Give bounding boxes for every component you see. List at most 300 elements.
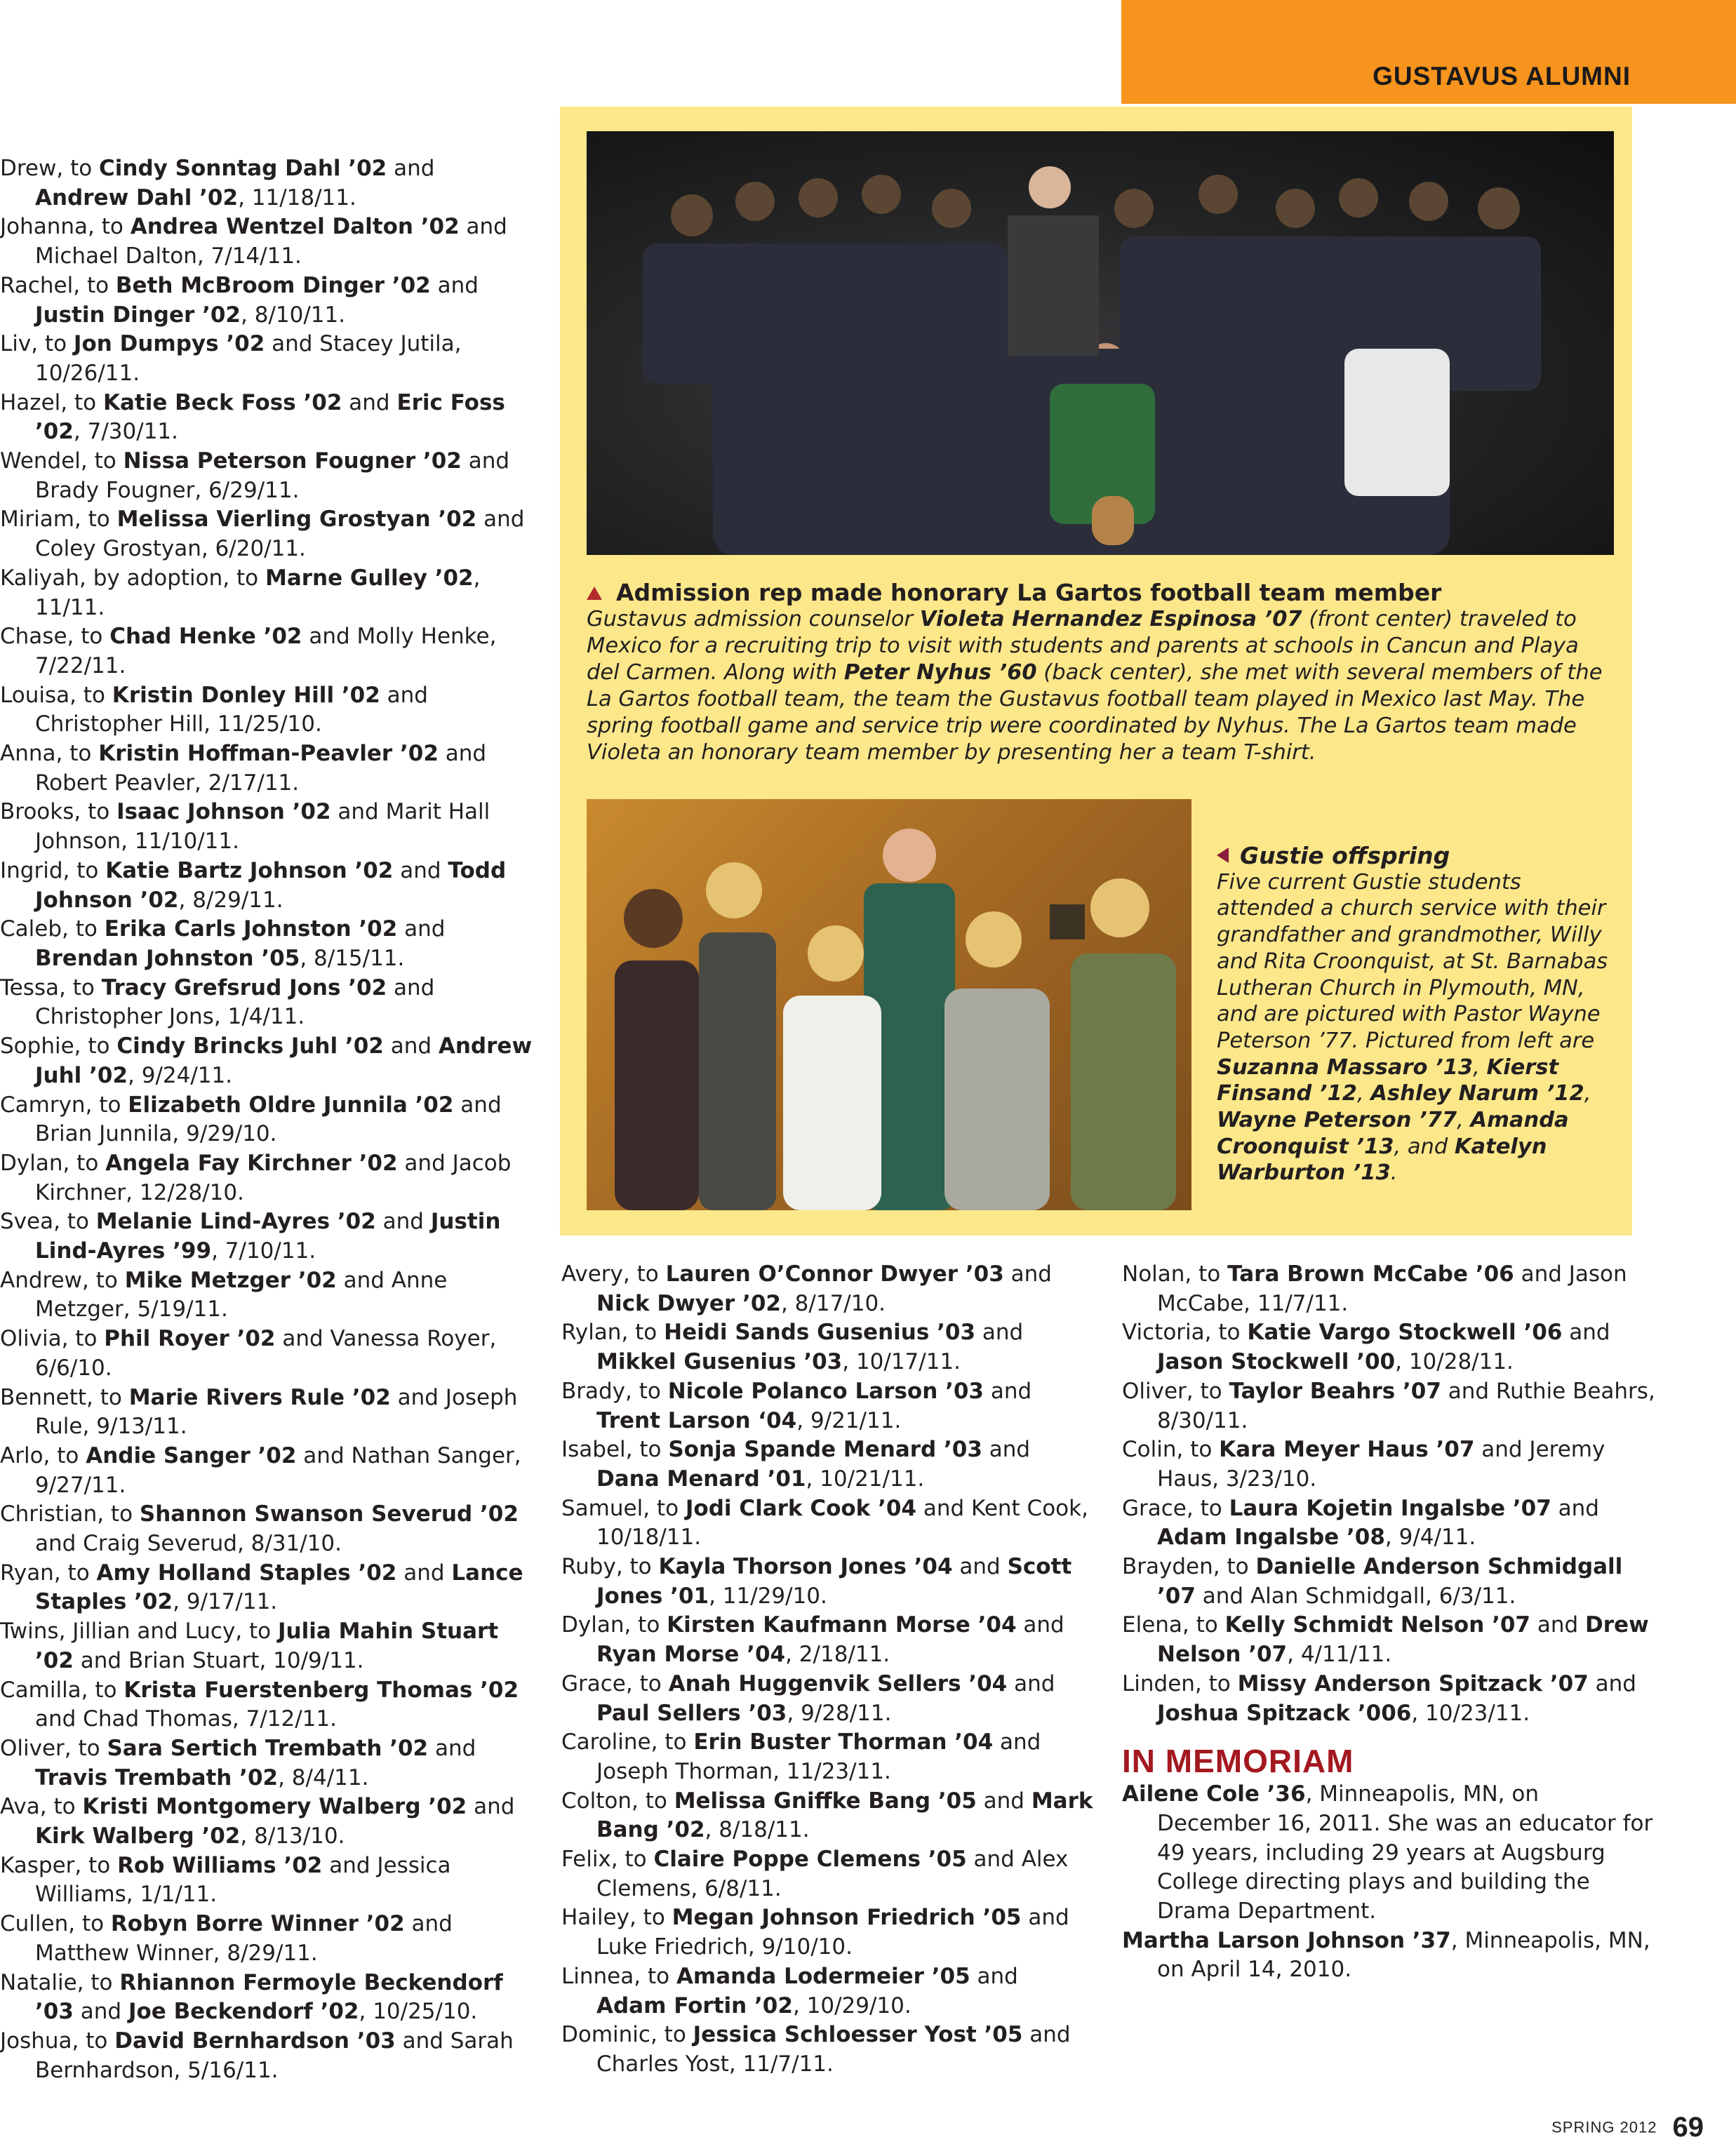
text-run: , 10/28/11. <box>1395 1349 1514 1375</box>
bold-name: Trent Larson ‘04 <box>596 1407 797 1433</box>
text-run: Grace, to <box>561 1670 669 1696</box>
text-run: Caroline, to <box>561 1729 694 1755</box>
text-run: , 2/18/11. <box>785 1642 890 1668</box>
text-run: , 9/17/11. <box>173 1589 278 1615</box>
text-run: and <box>467 1794 515 1820</box>
offspring-photo-caption <box>1217 843 1614 1186</box>
bold-name: Kristin Hoffman-Peavler ’02 <box>98 741 439 767</box>
text-run: Joshua, to <box>0 2028 115 2054</box>
text-run: and Matthew Winner, 8/29/11. <box>35 1911 453 1966</box>
issue-season: SPRING 2012 <box>1551 2118 1657 2136</box>
bold-name: Cindy Sonntag Dahl ’02 <box>99 156 387 181</box>
bold-name: Marie Rivers Rule ’02 <box>128 1384 391 1410</box>
text-run: and Robert Peavler, 2/17/11. <box>35 741 487 796</box>
birth-announcement <box>561 1377 1095 1435</box>
text-run: and <box>1530 1612 1586 1638</box>
birth-announcement <box>1122 1670 1655 1728</box>
bold-name: Adam Fortin ’02 <box>596 1993 793 2018</box>
text-run: Elena, to <box>1122 1612 1225 1638</box>
birth-announcement <box>0 857 533 915</box>
offspring-caption-title: Gustie offspring <box>1217 843 1614 869</box>
family-group-illustration <box>587 799 1191 1210</box>
bold-name: Katie Vargo Stockwell ’06 <box>1247 1320 1563 1346</box>
text-run: , 7/10/11. <box>211 1238 316 1264</box>
bold-name: Brendan Johnston ’05 <box>35 945 300 971</box>
birth-announcement <box>0 915 533 973</box>
text-run: Olivia, to <box>0 1326 105 1352</box>
text-run: Hailey, to <box>561 1905 672 1931</box>
text-run: Nolan, to <box>1122 1261 1228 1287</box>
bold-name: Tara Brown McCabe ’06 <box>1227 1261 1514 1287</box>
text-run: , <box>1473 1054 1487 1080</box>
bold-name: Cindy Brincks Juhl ’02 <box>116 1033 384 1059</box>
text-run: Caleb, to <box>0 916 105 942</box>
text-run: and Chad Thomas, 7/12/11. <box>35 1706 337 1732</box>
bold-name: Kelly Schmidt Nelson ’07 <box>1224 1612 1530 1638</box>
text-run: and <box>1016 1612 1064 1638</box>
text-run: Kaliyah, by adoption, to <box>0 565 265 591</box>
text-run: , <box>1356 1081 1371 1106</box>
bold-name: Travis Trembath ’02 <box>35 1765 279 1790</box>
text-run: and Craig Severud, 8/31/10. <box>35 1531 342 1557</box>
birth-announcement <box>0 447 533 505</box>
text-run: Rachel, to <box>0 272 116 298</box>
births-list-3 <box>1122 1260 1655 1728</box>
text-run: Linden, to <box>1122 1670 1238 1696</box>
birth-announcement <box>0 1910 533 1968</box>
text-run: Sophie, to <box>0 1033 117 1059</box>
text-run: Camryn, to <box>0 1092 128 1118</box>
birth-announcement <box>0 505 533 563</box>
birth-announcement <box>0 1969 533 2027</box>
bold-name: Kayla Thorson Jones ’04 <box>658 1554 953 1580</box>
text-run: , 9/28/11. <box>787 1700 892 1726</box>
birth-announcement <box>0 622 533 681</box>
bold-name: Amy Holland Staples ’02 <box>96 1560 397 1586</box>
birth-announcement <box>0 1617 533 1675</box>
text-run: , 8/29/11. <box>178 887 283 913</box>
text-run: Drew, to <box>0 156 100 181</box>
text-run: and <box>970 1963 1018 1989</box>
birth-announcement <box>561 1611 1095 1669</box>
text-run: Colton, to <box>561 1788 674 1814</box>
bold-name: Katie Beck Foss ’02 <box>102 389 342 415</box>
text-run: Ruby, to <box>561 1554 659 1580</box>
bold-name: Wayne Peterson ’77 <box>1217 1108 1457 1133</box>
bold-name: Suzanna Massaro ’13 <box>1217 1054 1474 1080</box>
bold-name: Adam Ingalsbe ’08 <box>1157 1525 1385 1551</box>
bold-name: Angela Fay Kirchner ’02 <box>105 1150 398 1176</box>
text-run: and <box>393 857 448 883</box>
bold-name: Missy Anderson Spitzack ’07 <box>1237 1670 1589 1696</box>
text-run: and Jeremy Haus, 3/23/10. <box>1157 1437 1605 1492</box>
page-footer <box>1551 2112 1704 2143</box>
text-run: and <box>1562 1320 1610 1346</box>
text-run: and Jason McCabe, 11/7/11. <box>1157 1261 1627 1316</box>
bold-name: Chad Henke ’02 <box>109 624 302 650</box>
bold-name: Violeta Hernandez Espinosa ’07 <box>919 607 1302 631</box>
bold-name: Sara Sertich Trembath ’02 <box>107 1735 429 1761</box>
births-column-2 <box>561 1260 1095 2080</box>
bold-name: Joe Beckendorf ’02 <box>128 1999 359 2025</box>
bold-name: Laura Kojetin Ingalsbe ’07 <box>1229 1495 1551 1521</box>
bold-name: Jessica Schloesser Yost ’05 <box>693 2022 1023 2048</box>
text-run: and Joseph Rule, 9/13/11. <box>35 1384 518 1440</box>
bold-name: Kierst Finsand ’12 <box>1217 1054 1559 1106</box>
page-number: 69 <box>1672 2112 1704 2143</box>
bold-name: Melissa Vierling Grostyan ’02 <box>116 507 477 533</box>
memoriam-heading: IN MEMORIAM <box>1122 1743 1354 1780</box>
text-run: Svea, to <box>0 1209 96 1235</box>
bold-name: Taylor Beahrs ’07 <box>1229 1378 1441 1404</box>
bold-name: Beth McBroom Dinger ’02 <box>115 272 431 298</box>
bold-name: Kirsten Kaufmann Morse ’04 <box>667 1612 1017 1638</box>
text-run: , <box>1457 1108 1471 1133</box>
text-run: and <box>397 916 446 942</box>
bold-name: Nick Dwyer ’02 <box>596 1290 781 1316</box>
bold-name: Nissa Peterson Fougner ’02 <box>123 448 462 474</box>
text-run: Liv, to <box>0 331 74 357</box>
bold-name: Erika Carls Johnston ’02 <box>104 916 398 942</box>
text-run: and Michael Dalton, 7/14/11. <box>35 214 507 269</box>
text-run: , 11/18/11. <box>238 185 356 210</box>
text-run: , 10/29/10. <box>792 1993 912 2018</box>
text-run: , 11/11. <box>35 565 481 620</box>
text-run: and <box>982 1437 1031 1463</box>
bold-name: Justin Dinger ’02 <box>35 302 241 328</box>
birth-announcement <box>0 564 533 622</box>
text-run: , 9/24/11. <box>128 1062 233 1088</box>
birth-announcement <box>0 1559 533 1617</box>
text-run: and Molly Henke, 7/22/11. <box>35 624 497 678</box>
birth-announcement <box>561 1318 1095 1377</box>
text-run: , 8/18/11. <box>705 1817 810 1843</box>
text-run: and <box>1003 1261 1052 1287</box>
text-run: , 8/10/11. <box>241 302 346 328</box>
text-run: (back center), she met with several members of the La Gartos football team, the team the Gustavus football team played in Mexico last May. The spring football game and service trip were coordinated by Nyhus. The La Gartos team made Violeta an honorary team member by presenting her a team T-shirt. <box>587 660 1603 765</box>
birth-announcement <box>0 1500 533 1558</box>
text-run: and <box>952 1554 1008 1580</box>
text-run: , Minneapolis, MN, on December 16, 2011. She was an educator for 49 years, including 29 years at Augsburg College directing plays and building the Drama Department. <box>1157 1781 1653 1924</box>
text-run: and <box>976 1788 1031 1814</box>
text-run: Twins, Jillian and Lucy, to <box>0 1619 278 1645</box>
bold-name: Paul Sellers ’03 <box>596 1700 787 1726</box>
text-run: Brooks, to <box>0 799 117 825</box>
birth-announcement <box>0 272 533 330</box>
text-run: Miriam, to <box>0 507 117 533</box>
text-run: and Jacob Kirchner, 12/28/10. <box>35 1150 512 1205</box>
bold-name: Andrew Dahl ’02 <box>35 185 239 210</box>
birth-announcement <box>0 1734 533 1793</box>
bold-name: Tracy Grefsrud Jons ’02 <box>101 975 387 1000</box>
birth-announcement <box>0 154 533 213</box>
text-run: and <box>430 272 479 298</box>
text-run: and Brian Stuart, 10/9/11. <box>73 1647 364 1673</box>
text-run: and <box>375 1209 431 1235</box>
text-run: , 8/13/10. <box>240 1823 345 1849</box>
text-run: , 9/4/11. <box>1384 1525 1476 1551</box>
birth-announcement <box>0 1149 533 1207</box>
births-column-3 <box>1122 1260 1655 1985</box>
text-run: and Marit Hall Johnson, 11/10/11. <box>35 799 490 855</box>
bold-name: Rhiannon Fermoyle Beckendorf ’03 <box>35 1969 503 2025</box>
text-run: , 10/21/11. <box>806 1466 925 1492</box>
gustie-offspring-photo <box>587 799 1191 1210</box>
text-run: and Anne Metzger, 5/19/11. <box>35 1267 448 1323</box>
bold-name: Julia Mahin Stuart ’02 <box>35 1619 499 1673</box>
birth-announcement <box>0 2027 533 2085</box>
text-run: Oliver, to <box>0 1735 107 1761</box>
text-run: and Kent Cook, 10/18/11. <box>596 1495 1088 1551</box>
text-run: and Christopher Hill, 11/25/10. <box>35 682 428 737</box>
text-run: , 8/15/11. <box>300 945 405 971</box>
birth-announcement <box>0 1266 533 1325</box>
bold-name: Katie Bartz Johnson ’02 <box>105 857 394 883</box>
text-run: Cullen, to <box>0 1911 111 1937</box>
bold-name: Melanie Lind-Ayres ’02 <box>95 1209 376 1235</box>
birth-announcement <box>561 1260 1095 1318</box>
text-run: Kasper, to <box>0 1852 118 1878</box>
bold-name: Marne Gulley ’02 <box>265 565 474 591</box>
birth-announcement <box>1122 1494 1655 1553</box>
text-run: and Joseph Thorman, 11/23/11. <box>596 1729 1041 1784</box>
text-run: and <box>383 1033 439 1059</box>
text-run: Tessa, to <box>0 975 102 1000</box>
text-run: Ingrid, to <box>0 857 106 883</box>
births-column-1 <box>0 154 533 2085</box>
text-run: Colin, to <box>1122 1437 1220 1463</box>
birth-announcement <box>561 2021 1095 2079</box>
text-run: Victoria, to <box>1122 1320 1248 1346</box>
birth-announcement <box>0 389 533 447</box>
bold-name: Jon Dumpys ’02 <box>73 331 265 357</box>
bold-name: Krista Fuerstenberg Thomas ’02 <box>123 1677 519 1703</box>
text-run: Christian, to <box>0 1501 140 1527</box>
bold-name: Heidi Sands Gusenius ’03 <box>664 1320 976 1346</box>
text-run: and <box>73 1999 128 2025</box>
birth-announcement <box>561 1728 1095 1786</box>
bold-name: Katelyn Warburton ’13 <box>1217 1134 1547 1186</box>
birth-announcement <box>561 1494 1095 1553</box>
text-run: and <box>984 1378 1032 1404</box>
bold-name: Jason Stockwell ’00 <box>1157 1349 1396 1375</box>
football-caption-title: Admission rep made honorary La Gartos football team member <box>587 580 1614 606</box>
bold-name: Ashley Narum ’12 <box>1370 1081 1584 1106</box>
text-run: Hazel, to <box>0 389 103 415</box>
text-run: Camilla, to <box>0 1677 124 1703</box>
bold-name: Ailene Cole ’36 <box>1122 1781 1306 1807</box>
bold-name: Peter Nyhus ’60 <box>843 660 1037 685</box>
bold-name: Kristi Montgomery Walberg ’02 <box>82 1794 467 1820</box>
text-run: Dominic, to <box>561 2022 693 2048</box>
text-run: , and <box>1394 1134 1455 1159</box>
text-run: Five current Gustie students attended a church service with their grandfather and grandmother, Willy and Rita Croonquist, at St. Barnabas Lutheran Church in Plymouth, MN, and are pictured with Pastor Wayne Peterson ’77. Pictured from left are <box>1217 869 1608 1053</box>
text-run: , 11/29/10. <box>709 1583 827 1609</box>
text-run: (front center) traveled to Mexico for a recruiting trip to visit with students and parents at schools in Cancun and Playa del Carmen. Along with <box>587 607 1579 685</box>
memoriam-list <box>1122 1780 1655 1985</box>
text-run: and <box>387 156 435 181</box>
text-run: , <box>1584 1081 1591 1106</box>
bold-name: Amanda Croonquist ’13 <box>1217 1108 1569 1159</box>
football-team-illustration <box>587 131 1614 555</box>
text-run: and Sarah Bernhardson, 5/16/11. <box>35 2028 514 2083</box>
birth-announcement <box>0 1676 533 1734</box>
bold-name: Drew Nelson ’07 <box>1157 1612 1649 1668</box>
text-run: and Brian Junnila, 9/29/10. <box>35 1092 502 1147</box>
text-run: , 8/17/10. <box>780 1290 886 1316</box>
text-run: and Christopher Jons, 1/4/11. <box>35 975 435 1030</box>
birth-announcement <box>1122 1435 1655 1494</box>
text-run: and Luke Friedrich, 9/10/10. <box>596 1905 1069 1960</box>
text-run: and <box>975 1320 1024 1346</box>
text-run: Louisa, to <box>0 682 112 708</box>
bold-name: Scott Jones ’01 <box>596 1554 1072 1609</box>
bold-name: Martha Larson Johnson ’37 <box>1122 1927 1451 1953</box>
birth-announcement <box>561 1845 1095 1903</box>
text-run: Gustavus admission counselor <box>587 607 920 631</box>
bold-name: Megan Johnson Friedrich ’05 <box>672 1905 1022 1931</box>
text-run: , 8/4/11. <box>278 1765 369 1790</box>
birth-announcement <box>0 739 533 798</box>
birth-announcement <box>0 681 533 739</box>
birth-announcement <box>0 330 533 388</box>
bold-name: Andrew Juhl ’02 <box>35 1033 533 1088</box>
bold-name: Andie Sanger ’02 <box>86 1442 297 1468</box>
birth-announcement <box>1122 1318 1655 1377</box>
birth-announcement <box>0 213 533 271</box>
birth-announcement <box>1122 1553 1655 1611</box>
birth-announcement <box>0 1032 533 1090</box>
text-run: and <box>1551 1495 1599 1521</box>
section-title: GUSTAVUS ALUMNI <box>1373 62 1631 91</box>
text-run: , 9/21/11. <box>796 1407 902 1433</box>
text-run: Linnea, to <box>561 1963 676 1989</box>
birth-announcement <box>1122 1377 1655 1435</box>
caption-up-arrow-icon <box>587 587 602 600</box>
bold-name: Isaac Johnson ’02 <box>116 799 331 825</box>
bold-name: Nicole Polanco Larson ’03 <box>667 1378 984 1404</box>
birth-announcement <box>0 1207 533 1266</box>
birth-announcement <box>0 974 533 1032</box>
bold-name: Elizabeth Oldre Junnila ’02 <box>128 1092 454 1118</box>
text-run: and Vanessa Royer, 6/6/10. <box>35 1326 497 1381</box>
bold-name: Lauren O’Connor Dwyer ’03 <box>665 1261 1004 1287</box>
bold-name: Shannon Swanson Severud ’02 <box>139 1501 519 1527</box>
bold-name: Justin Lind-Ayres ’99 <box>35 1209 501 1264</box>
text-run: Natalie, to <box>0 1969 120 1995</box>
text-run: Arlo, to <box>0 1442 86 1468</box>
text-run: and <box>428 1735 476 1761</box>
text-run: Wendel, to <box>0 448 123 474</box>
text-run: and Ruthie Beahrs, 8/30/11. <box>1157 1378 1655 1433</box>
memoriam-entry <box>1122 1927 1655 1985</box>
bold-name: Phil Royer ’02 <box>104 1326 276 1352</box>
text-run: , 10/17/11. <box>842 1349 961 1375</box>
text-run: Brady, to <box>561 1378 668 1404</box>
bold-name: Danielle Anderson Schmidgall ’07 <box>1157 1554 1623 1609</box>
text-run: Dylan, to <box>0 1150 106 1176</box>
bold-name: Kirk Walberg ’02 <box>35 1823 241 1849</box>
text-run: Felix, to <box>561 1847 654 1873</box>
text-run: . <box>1390 1160 1398 1186</box>
text-run: and Alan Schmidgall, 6/3/11. <box>1195 1583 1516 1609</box>
birth-announcement <box>0 1325 533 1383</box>
memoriam-entry <box>1122 1780 1655 1927</box>
bold-name: Andrea Wentzel Dalton ’02 <box>130 214 460 240</box>
birth-announcement <box>561 1962 1095 2021</box>
birth-announcement <box>0 1091 533 1149</box>
birth-announcement <box>0 1852 533 1910</box>
bold-name: David Bernhardson ’03 <box>114 2028 396 2054</box>
bold-name: Robyn Borre Winner ’02 <box>110 1911 405 1937</box>
text-run: and Brady Fougner, 6/29/11. <box>35 448 510 503</box>
birth-announcement <box>0 1442 533 1500</box>
text-run: Samuel, to <box>561 1495 686 1521</box>
bold-name: Anah Huggenvik Sellers ’04 <box>668 1670 1008 1696</box>
bold-name: Jodi Clark Cook ’04 <box>685 1495 916 1521</box>
text-run: , 10/25/10. <box>359 1999 478 2025</box>
bold-name: Melissa Gniffke Bang ’05 <box>674 1788 977 1814</box>
bold-name: Eric Foss ’02 <box>35 389 505 445</box>
text-run: , 10/23/11. <box>1411 1700 1530 1726</box>
text-run: Isabel, to <box>561 1437 669 1463</box>
birth-announcement <box>561 1435 1095 1494</box>
bold-name: Sonja Spande Menard ’03 <box>668 1437 982 1463</box>
text-run: Anna, to <box>0 741 99 767</box>
birth-announcement <box>1122 1260 1655 1318</box>
text-run: and Alex Clemens, 6/8/11. <box>596 1847 1069 1901</box>
bold-name: Joshua Spitzack ’006 <box>1157 1700 1412 1726</box>
text-run: Johanna, to <box>0 214 131 240</box>
text-run: Avery, to <box>561 1261 666 1287</box>
text-run: , Minneapolis, MN, on April 14, 2010. <box>1157 1927 1650 1983</box>
text-run: Rylan, to <box>561 1320 665 1346</box>
birth-announcement <box>0 1793 533 1851</box>
football-team-photo <box>587 131 1614 555</box>
text-run: , 4/11/11. <box>1287 1642 1392 1668</box>
text-run: Oliver, to <box>1122 1378 1229 1404</box>
text-run: and <box>1007 1670 1055 1696</box>
text-run: and Jessica Williams, 1/1/11. <box>35 1852 451 1908</box>
bold-name: Kristin Donley Hill ’02 <box>112 682 380 708</box>
section-header-tab <box>1121 0 1736 104</box>
text-run: and Coley Grostyan, 6/20/11. <box>35 507 525 562</box>
text-run: and Nathan Sanger, 9/27/11. <box>35 1442 521 1498</box>
birth-announcement <box>0 798 533 856</box>
text-run: , 7/30/11. <box>73 419 178 445</box>
caption-left-arrow-icon <box>1217 848 1229 863</box>
text-run: Grace, to <box>1122 1495 1229 1521</box>
text-run: and <box>342 389 397 415</box>
offspring-caption-body <box>1217 869 1614 1186</box>
text-run: Chase, to <box>0 624 110 650</box>
birth-announcement <box>561 1787 1095 1845</box>
bold-name: Erin Buster Thorman ’04 <box>693 1729 994 1755</box>
birth-announcement <box>1122 1611 1655 1669</box>
text-run: and Stacey Jutila, 10/26/11. <box>35 331 462 386</box>
text-run: and <box>396 1560 452 1586</box>
bold-name: Kara Meyer Haus ’07 <box>1219 1437 1475 1463</box>
bold-name: Todd Johnson ’02 <box>35 857 507 913</box>
bold-name: Amanda Lodermeier ’05 <box>676 1963 970 1989</box>
bold-name: Lance Staples ’02 <box>35 1560 523 1615</box>
text-run: and Charles Yost, 11/7/11. <box>596 2022 1071 2077</box>
text-run: Ava, to <box>0 1794 83 1820</box>
text-run: Dylan, to <box>561 1612 667 1638</box>
text-run: Brayden, to <box>1122 1554 1256 1580</box>
text-run: and <box>1588 1670 1636 1696</box>
birth-announcement <box>561 1553 1095 1611</box>
